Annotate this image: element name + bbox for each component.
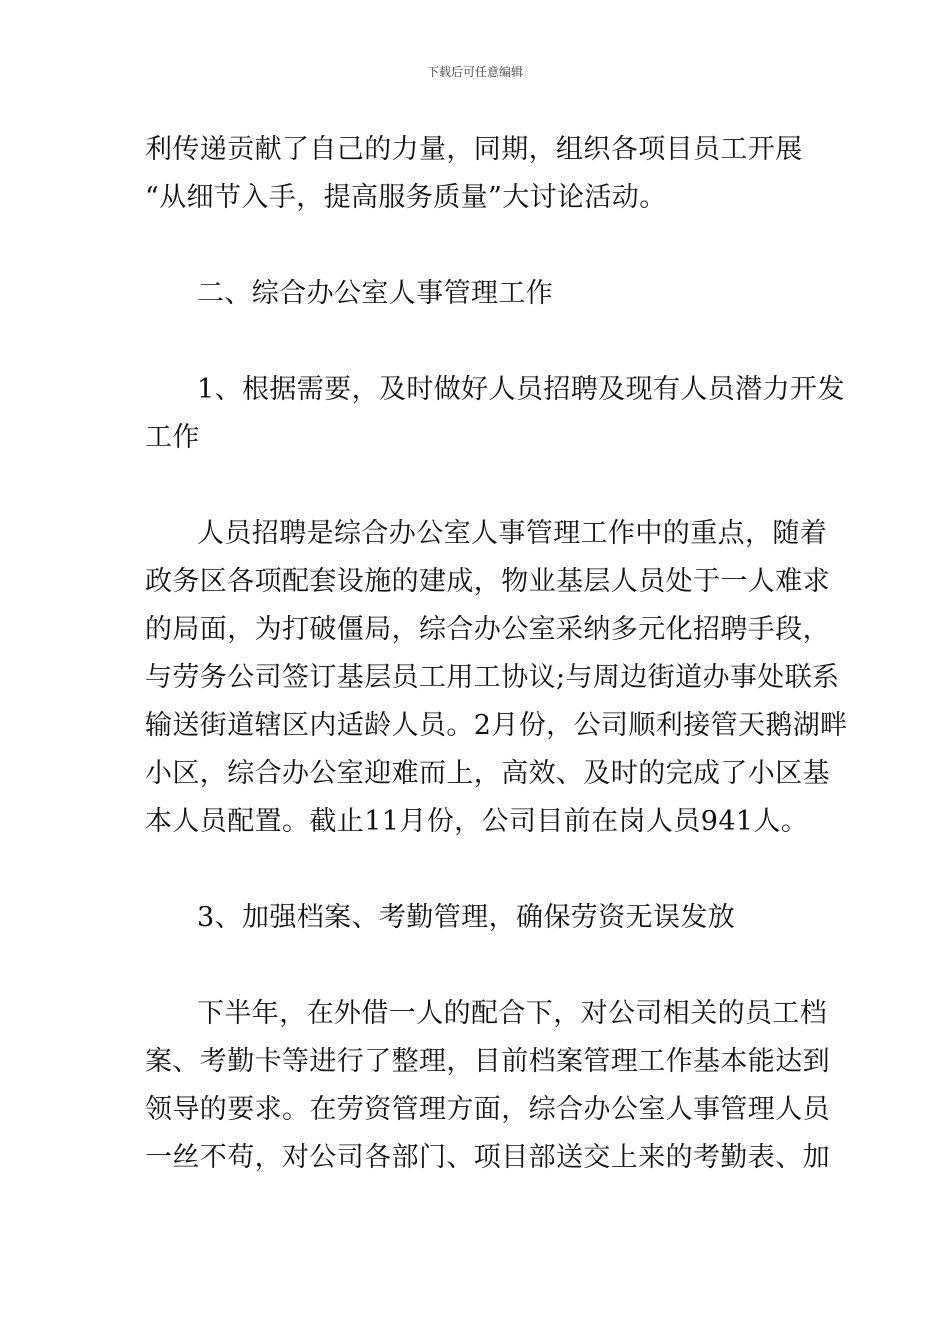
- paragraph-first-line: 二、综合办公室人事管理工作: [197, 278, 554, 309]
- paragraph-gap: [145, 222, 810, 270]
- paragraph-line: “从细节入手，提高服务质量”大讨论活动。: [145, 182, 667, 213]
- paragraph-first-line: 1、根据需要，及时做好人员招聘及现有人员潜力开发: [197, 374, 845, 405]
- paragraph-gap: [145, 462, 810, 510]
- paragraph-line: 与劳务公司签订基层员工用工协议;与周边街道办事处联系: [145, 662, 840, 693]
- paragraph-line: 本人员配置。截止11月份，公司目前在岗人员941人。: [145, 806, 809, 837]
- paragraph-line: 工作: [145, 422, 200, 453]
- paragraph-line: 领导的要求。在劳资管理方面，综合办公室人事管理人员: [145, 1094, 830, 1125]
- paragraph-first-line: 下半年，在外借一人的配合下，对公司相关的员工档: [197, 998, 828, 1029]
- paragraph-line: 一丝不苟，对公司各部门、项目部送交上来的考勤表、加: [145, 1142, 830, 1173]
- paragraph-line: 政务区各项配套设施的建成，物业基层人员处于一人难求: [145, 566, 830, 597]
- paragraph-line: 小区，综合办公室迎难而上，高效、及时的完成了小区基: [145, 758, 830, 789]
- paragraph-first-line: 3、加强档案、考勤管理，确保劳资无误发放: [197, 902, 736, 933]
- page-header: 下载后可任意编辑: [426, 65, 523, 79]
- document-body: [145, 126, 848, 1182]
- paragraph-gap: [145, 318, 810, 366]
- paragraph-line: 案、考勤卡等进行了整理，目前档案管理工作基本能达到: [145, 1046, 830, 1077]
- paragraph-line: 利传递贡献了自己的力量，同期，组织各项目员工开展: [145, 134, 803, 165]
- paragraph-gap: [145, 942, 810, 990]
- paragraph-line: 的局面，为打破僵局，综合办公室采纳多元化招聘手段，: [145, 614, 830, 645]
- paragraph-first-line: 人员招聘是综合办公室人事管理工作中的重点，随着: [197, 518, 828, 549]
- paragraph-gap: [145, 846, 810, 894]
- paragraph-line: 输送街道辖区内适龄人员。2月份，公司顺利接管天鹅湖畔: [145, 710, 848, 741]
